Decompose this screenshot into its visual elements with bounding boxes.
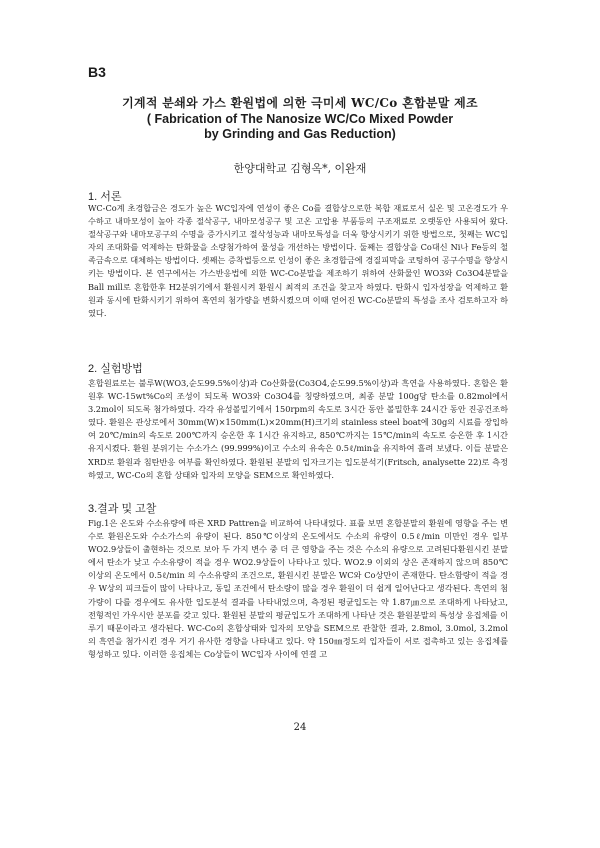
- abstract-code: B3: [88, 64, 106, 80]
- title-english-line-1: ( Fabrication of The Nanosize WC/Co Mixed Powder: [146, 112, 454, 126]
- section-body-results: Fig.1은 온도와 수소유량에 따른 XRD Pattren을 비교하여 나타내었다. 표를 보면 혼합분말의 환원에 영향을 주는 변수로 환원온도와 수소가스의 유량이 된다. 850℃이상의 온도에서도 수소의 유량이 0.5ℓ/min 미만인 경우 일부 WO2.9상들이 출현하는 것으로 보아 두 가지 변수 중 더 큰 영향을 주는 것은 수소의 유량으로 고려된다환원시킨 분말에서 탄소가 낮고 수소유량이 적을 경우 WO2.9상들이 나타나고 있다. WO2.9 이외의 상은 존재하지 않으며 850℃이상의 온도에서 0.5ℓ/min 의 수소유량의 조건으로, 환원시킨 분말은 WC와 Co상만이 존재한다. 탄소함량이 적을 경우 W상의 피크들이 많이 나타나고, 동일 조건에서 탄소량이 많을 경우 환원이 더 쉽게 일어난다고 생각된다. 흑연의 첨가량이 다를 경우에도 유사한 입도분석 결과를 나타내었으며, 측정된 평균입도는 약 1.87㎛으로 조대하게 나타났고, 전형적인 가우시안 분포를 갖고 있다. 환원된 분말의 평균입도가 조대하게 나타난 것은 환원분말의 특성상 응집체를 이루기 때문이라고 생각된다. WC-Co의 혼합상태와 입자의 모양을 SEM으로 관찰한 결과, 2.8mol, 3.0mol, 3.2mol의 흑연을 첨가시킨 경우 거기 유사한 경향을 나타내고 있다. 약 150㎚정도의 입자들이 서로 접촉하고 있는 응집체를 형성하고 있다. 이러한 응집체는 Co상들이 WC입자 사이에 연결 고: [88, 518, 508, 659]
- section-body-introduction: WC-Co계 초경합금은 경도가 높은 WC입자에 연성이 좋은 Co를 결합상으로한 복합 재료로서 실온 및 고온경도가 우수하고 내마모성이 높아 각종 절삭공구, 내마모성공구 및 고온 고압용 부품등의 구조재료로 오랫동안 사용되어 왔다. 절삭공구와 내마모공구의 수명을 증가시키고 절삭성능과 내마모특성을 더욱 향상시키기 위한 방법으로, 첫째는 WC입자의 조대화를 억제하는 탄화물을 소량첨가하여 물성을 개선하는 방법이다. 둘째는 결합상을 Co대신 Ni나 Fe등의 철족금속으로 대체하는 방법이다. 셋째는 증착법등으로 인성이 좋은 초경합금에 경질피막을 코팅하여 공구수명을 향상시키는 방법이다. 본 연구에서는 가스반응법에 의한 WC-Co분말을 제조하기 위하여 산화물인 WO3와 Co3O4분말을 Ball mill로 혼합한후 H2분위기에서 환원시켜 환원시 최적의 조건을 찾고자 하였다. 탄화시 입자성장을 억제하고 환원과 동시에 탄화시키기 위하여 혹연의 첨가량을 변화시켰으며 이때 얻어진 WC-Co분말의 특성을 조사 검토하고자 하였다.: [88, 203, 508, 318]
- authors: 한양대학교 김형옥*, 이완재: [233, 162, 367, 175]
- section-body-methods: 혼합원료로는 불루W(WO3,순도99.5%이상)과 Co산화물(Co3O4,순도99.5%이상)과 흑연을 사용하였다. 혼합은 환원후 WC-15wt%Co의 조성이 되도록 WO3와 Co3O4를 칭량하였으며, 최종 분말 100g당 탄소를 0.82mol에서 3.2mol이 되도록 첨가하였다. 각각 유성볼밀기에서 150rpm의 속도로 3시간 동안 볼밀한후 24시간 동안 진공건조하였다. 환원은 관상로에서 30mm(W)×150mm(L)×20mm(H)크기의 stainless steel boat에 30g의 시료를 장입하여 20℃/min의 속도로 200℃까지 승온한 후 1시간 유지하고, 850℃까지는 15℃/min의 속도로 승온한 후 1시간 유지시켰다. 환원 분위기는 수소가스 (99.999%)이고 수소의 유속은 0.5ℓ/min을 유지하여 흘려 보냈다. 이들 분말은 XRD로 환원과 침탄반응 여부를 확인하였다. 환원된 분말의 입자크기는 입도분석기(Fritsch, analysette 22)로 측정하였고, WC-Co의 혼합 상태와 입자의 모양을 SEM으로 확인하였다.: [88, 378, 508, 480]
- page-number: 24: [293, 722, 307, 733]
- title-english-line-2: by Grinding and Gas Reduction): [204, 127, 396, 141]
- section-heading-methods: 2. 실험방법: [88, 363, 143, 375]
- section-heading-results: 3.결과 및 고찰: [88, 503, 157, 515]
- section-heading-introduction: 1. 서론: [88, 191, 122, 203]
- title-english: [60, 112, 540, 142]
- title-korean: 기계적 분쇄와 가스 환원법에 의한 극미세 WC/Co 혼합분말 제조: [122, 96, 478, 110]
